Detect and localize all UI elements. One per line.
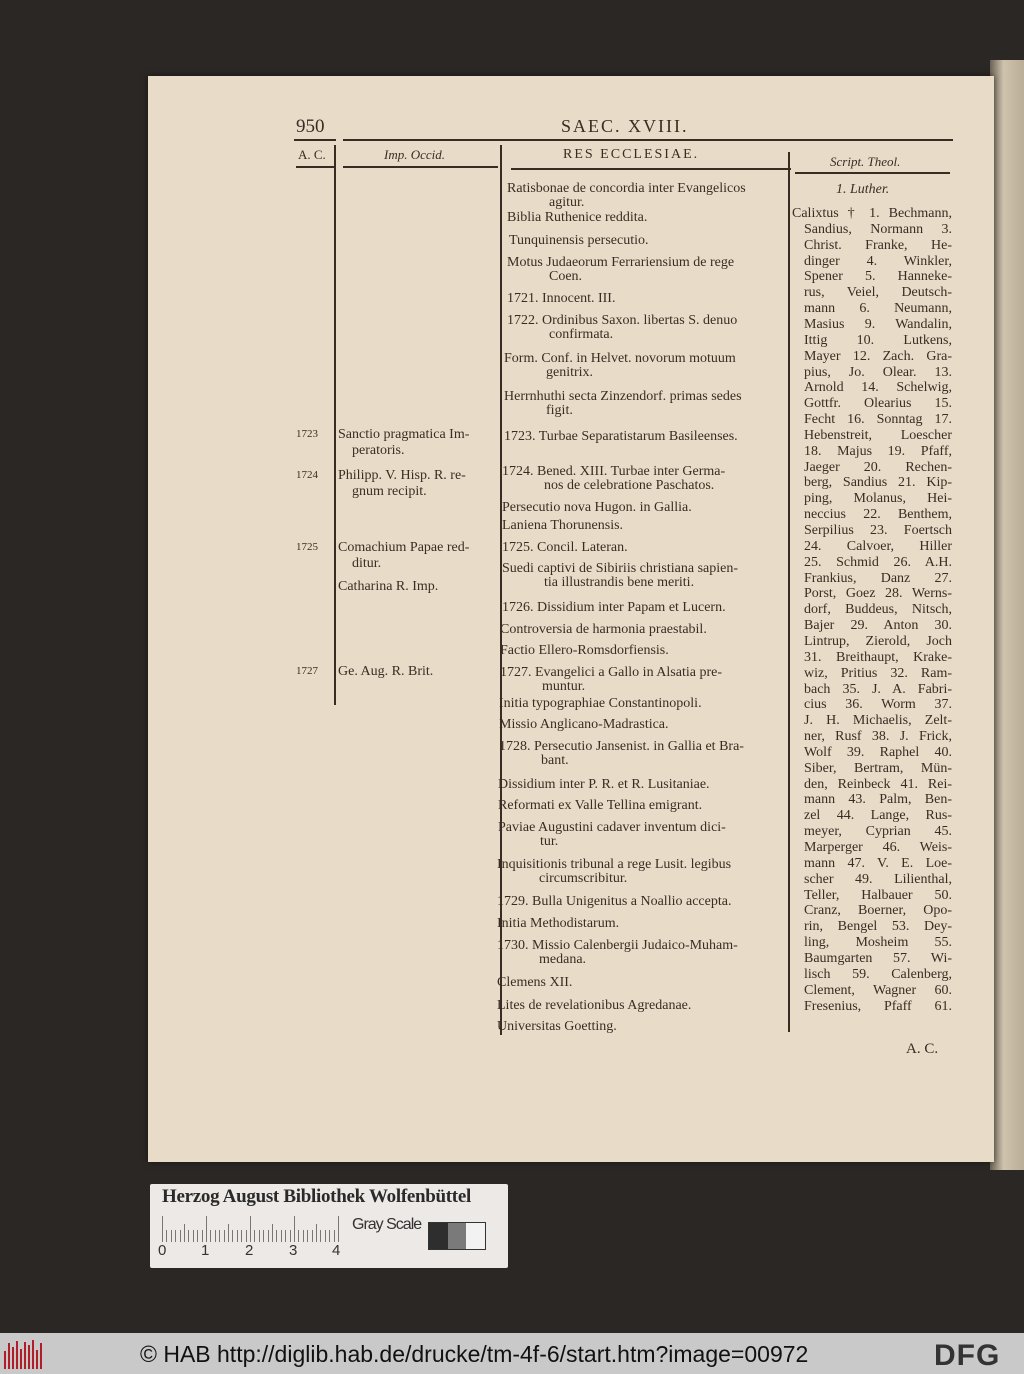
column-header-imp-occid: Imp. Occid. xyxy=(384,147,446,162)
script-line: scher 49. Lilienthal, xyxy=(804,871,952,887)
res-entry-line: 1722. Ordinibus Saxon. libertas S. denuo xyxy=(507,313,738,328)
script-line: zel 44. Lange, Rus- xyxy=(804,808,952,824)
ruler-tick xyxy=(184,1224,185,1242)
res-entry-line: bant. xyxy=(541,753,569,768)
imp-entry-line: gnum recipit. xyxy=(352,484,427,499)
script-line: neccius 22. Benthem, xyxy=(804,507,952,523)
res-entry-line: Reformati ex Valle Tellina emigrant. xyxy=(498,798,703,813)
ruler-tick xyxy=(171,1230,172,1242)
script-line: Masius 9. Wandalin, xyxy=(804,316,952,332)
res-entry-line: Factio Ellero-Romsdorfiensis. xyxy=(500,643,669,658)
ruler-tick xyxy=(316,1224,317,1242)
script-line: Ittig 10. Lutkens, xyxy=(804,332,952,348)
ruler-tick xyxy=(285,1230,286,1242)
ac-year: 1724 xyxy=(296,469,318,481)
book-spine-edge xyxy=(990,60,1024,1170)
script-line: Spener 5. Hanneke- xyxy=(804,269,952,285)
res-entry-line: Coen. xyxy=(549,269,583,284)
imp-entry-line: Catharina R. Imp. xyxy=(338,579,439,594)
res-entry-line: figit. xyxy=(546,403,573,418)
script-line: ner, Rusf 38. J. Frick, xyxy=(804,729,952,745)
res-entry-line: Initia Methodistarum. xyxy=(497,916,620,931)
res-entry-line: Paviae Augustini cadaver inventum dici- xyxy=(498,820,726,835)
res-entry-line: Inquisitionis tribunal a rege Lusit. legibus xyxy=(497,857,732,872)
ruler-tick xyxy=(250,1216,251,1242)
script-line: Christ. Franke, He- xyxy=(804,237,952,253)
ruler-tick xyxy=(263,1230,264,1242)
res-entry-line: 1726. Dissidium inter Papam et Lucern. xyxy=(502,600,726,615)
running-head: SAEC. XVIII. xyxy=(561,116,689,136)
script-line: Jaeger 20. Rechen- xyxy=(804,459,952,475)
script-line: Hebenstreit, Loescher xyxy=(804,427,952,443)
res-entry-line: confirmata. xyxy=(549,327,614,342)
imp-entry-line: ditur. xyxy=(352,556,382,571)
ruler-tick xyxy=(162,1216,163,1242)
ruler-tick xyxy=(259,1230,260,1242)
ruler-tick xyxy=(210,1230,211,1242)
script-line: Gottfr. Olearius 15. xyxy=(804,396,952,412)
script-line: bach 35. J. A. Fabri- xyxy=(804,681,952,697)
res-entry-line: Form. Conf. in Helvet. novorum motuum xyxy=(504,351,736,366)
ruler-tick xyxy=(202,1230,203,1242)
script-line: Sandius, Normann 3. xyxy=(804,221,952,237)
script-line: mann 6. Neumann, xyxy=(804,301,952,317)
catchword: A. C. xyxy=(906,1041,939,1057)
script-line: Calixtus † 1. Bechmann, xyxy=(792,206,952,221)
ruler-number: 2 xyxy=(245,1242,254,1259)
ruler-number: 0 xyxy=(158,1242,167,1259)
gray-scale-swatch xyxy=(428,1222,486,1250)
script-line: Siber, Bertram, Mün- xyxy=(804,760,952,776)
script-line: rus, Veiel, Deutsch- xyxy=(804,285,952,301)
script-line: wiz, Pritius 32. Ram- xyxy=(804,665,952,681)
script-line: Cranz, Boerner, Opo- xyxy=(804,903,952,919)
script-line: Wolf 39. Raphel 40. xyxy=(804,744,952,760)
script-line: cius 36. Worm 37. xyxy=(804,697,952,713)
ruler-tick xyxy=(281,1230,282,1242)
res-entry-line: Missio Anglicano-Madrastica. xyxy=(499,717,669,732)
res-entry-line: Motus Judaeorum Ferrariensium de rege xyxy=(507,255,735,270)
res-entry-line: 1721. Innocent. III. xyxy=(507,291,616,306)
rule xyxy=(343,139,953,141)
column-header-script-theol: Script. Theol. xyxy=(830,154,901,169)
ruler-tick xyxy=(272,1224,273,1242)
ruler-tick xyxy=(307,1230,308,1242)
script-line: Frankius, Danz 27. xyxy=(804,570,952,586)
ruler-tick xyxy=(298,1230,299,1242)
script-line: ping, Molanus, Hei- xyxy=(804,491,952,507)
ruler-tick xyxy=(254,1230,255,1242)
ac-year: 1727 xyxy=(296,665,318,677)
res-entry-line: nos de celebratione Paschatos. xyxy=(544,478,715,493)
res-entry-line: Herrnhuthi secta Zinzendorf. primas sedes xyxy=(504,389,742,404)
script-line: dorf, Buddeus, Nitsch, xyxy=(804,602,952,618)
ruler-scale xyxy=(162,1216,342,1242)
script-line: 31. Breithaupt, Krake- xyxy=(804,649,952,665)
copyright-link[interactable]: © HAB http://diglib.hab.de/drucke/tm-4f-6/start.htm?image=00972 xyxy=(140,1341,809,1367)
res-entry-line: 1727. Evangelici a Gallo in Alsatia pre- xyxy=(500,665,722,680)
res-entry-line: Suedi captivi de Sibiriis christiana sapien- xyxy=(502,561,739,576)
script-heading: 1. Luther. xyxy=(836,182,890,197)
ruler-tick xyxy=(303,1230,304,1242)
page-number: 950 xyxy=(296,116,325,137)
script-line: 18. Majus 19. Pfaff, xyxy=(804,443,952,459)
imp-entry-line: Ge. Aug. R. Brit. xyxy=(338,664,434,679)
res-entry-line: 1724. Bened. XIII. Turbae inter Germa- xyxy=(502,464,726,479)
res-entry-line: 1728. Persecutio Jansenist. in Gallia et Bra- xyxy=(499,739,744,754)
res-entry-line: Laniena Thorunensis. xyxy=(502,518,624,533)
ruler-tick xyxy=(325,1230,326,1242)
script-line: Bajer 29. Anton 30. xyxy=(804,618,952,634)
ruler-tick xyxy=(246,1230,247,1242)
script-line: Arnold 14. Schelwig, xyxy=(804,380,952,396)
script-line: pius, Jo. Olear. 13. xyxy=(804,364,952,380)
script-line: Fresenius, Pfaff 61. xyxy=(804,998,952,1014)
column-header-res-ecclesiae: RES ECCLESIAE. xyxy=(563,147,700,162)
hab-logo-icon xyxy=(4,1339,48,1369)
column-rule xyxy=(334,145,336,705)
res-entry-line: muntur. xyxy=(542,679,586,694)
ruler-tick xyxy=(180,1230,181,1242)
res-entry-line: Universitas Goetting. xyxy=(497,1019,617,1034)
rule xyxy=(511,168,791,170)
res-entry-line: Biblia Ruthenice reddita. xyxy=(507,210,648,225)
column-header-ac: A. C. xyxy=(298,147,326,162)
res-entry-line: Ratisbonae de concordia inter Evangelicos xyxy=(507,181,746,196)
script-line: Mayer 12. Zach. Gra- xyxy=(804,348,952,364)
rule xyxy=(795,172,950,174)
res-entry-line: medana. xyxy=(539,952,587,967)
script-line: ling, Mosheim 55. xyxy=(804,935,952,951)
script-line: rin, Bengel 53. Dey- xyxy=(804,919,952,935)
ruler-tick xyxy=(166,1230,167,1242)
res-entry-line: 1729. Bulla Unigenitus a Noallio accepta. xyxy=(497,894,732,909)
ruler-tick xyxy=(228,1224,229,1242)
ruler-tick xyxy=(215,1230,216,1242)
res-entry-line: 1725. Concil. Lateran. xyxy=(502,540,628,555)
res-entry-line: Tunquinensis persecutio. xyxy=(509,233,649,248)
res-entry-line: Persecutio nova Hugon. in Gallia. xyxy=(502,500,692,515)
res-entry-line: circumscribitur. xyxy=(539,871,628,886)
ac-year: 1723 xyxy=(296,428,318,440)
script-line: Clement, Wagner 60. xyxy=(804,982,952,998)
ruler-tick xyxy=(312,1230,313,1242)
ruler-number: 3 xyxy=(289,1242,298,1259)
ruler-tick xyxy=(329,1230,330,1242)
ruler-tick xyxy=(320,1230,321,1242)
script-line: Baumgarten 57. Wi- xyxy=(804,950,952,966)
res-entry-line: Lites de revelationibus Agredanae. xyxy=(497,998,692,1013)
res-entry-line: Initia typographiae Constantinopoli. xyxy=(499,696,702,711)
ruler-number: 4 xyxy=(332,1242,341,1259)
script-line: dinger 4. Winkler, xyxy=(804,253,952,269)
imp-entry-line: Comachium Papae red- xyxy=(338,540,470,555)
gray-scale-label: Gray Scale xyxy=(352,1216,422,1233)
ruler-tick xyxy=(219,1230,220,1242)
res-entry-line: Controversia de harmonia praestabil. xyxy=(500,622,707,637)
color-calibration-card xyxy=(150,1184,508,1268)
footer-bar xyxy=(0,1333,1024,1374)
script-line: meyer, Cyprian 45. xyxy=(804,824,952,840)
imp-entry-line: Sanctio pragmatica Im- xyxy=(338,427,470,442)
res-entry-line: Clemens XII. xyxy=(497,975,573,990)
ruler-tick xyxy=(188,1230,189,1242)
script-line: 25. Schmid 26. A.H. xyxy=(804,554,952,570)
ruler-tick xyxy=(237,1230,238,1242)
ac-year: 1725 xyxy=(296,541,318,553)
script-line: den, Reinbeck 41. Rei- xyxy=(804,776,952,792)
ruler-tick xyxy=(175,1230,176,1242)
script-line: Serpilius 23. Foertsch xyxy=(804,523,952,538)
imp-entry-line: Philipp. V. Hisp. R. re- xyxy=(338,468,466,483)
ruler-tick xyxy=(193,1230,194,1242)
res-entry-line: agitur. xyxy=(549,195,585,210)
ruler-tick xyxy=(294,1216,295,1242)
res-entry-line: tia illustrandis bene meriti. xyxy=(544,575,695,590)
ruler-tick xyxy=(197,1230,198,1242)
ruler-tick xyxy=(241,1230,242,1242)
script-line: 24. Calvoer, Hiller xyxy=(804,538,952,554)
dfg-logo: DFG xyxy=(934,1339,1001,1372)
res-entry-line: 1730. Missio Calenbergii Judaico-Muham- xyxy=(497,938,738,953)
ruler-tick xyxy=(338,1216,339,1242)
card-title: Herzog August Bibliothek Wolfenbüttel xyxy=(162,1186,471,1207)
rule xyxy=(294,139,336,141)
res-entry-line: Dissidium inter P. R. et R. Lusitaniae. xyxy=(498,777,710,792)
rule xyxy=(343,166,498,168)
script-line: berg, Sandius 21. Kip- xyxy=(804,475,952,491)
script-line: Lintrup, Zierold, Joch xyxy=(804,633,952,649)
ruler-tick xyxy=(334,1230,335,1242)
res-entry-line: tur. xyxy=(540,834,559,849)
script-line: lisch 59. Calenberg, xyxy=(804,966,952,982)
script-line: J. H. Michaelis, Zelt- xyxy=(804,713,952,729)
script-line: mann 47. V. E. Loe- xyxy=(804,855,952,871)
script-line: Marperger 46. Weis- xyxy=(804,840,952,855)
column-rule xyxy=(788,152,790,1032)
ruler-tick xyxy=(232,1230,233,1242)
ruler-tick xyxy=(224,1230,225,1242)
ruler-tick xyxy=(206,1216,207,1242)
ruler-tick xyxy=(268,1230,269,1242)
script-line: Teller, Halbauer 50. xyxy=(804,887,952,903)
imp-entry-line: peratoris. xyxy=(352,443,405,458)
ruler-number: 1 xyxy=(201,1242,210,1259)
rule xyxy=(296,166,334,168)
script-line: Fecht 16. Sonntag 17. xyxy=(804,412,952,428)
script-line: Porst, Goez 28. Werns- xyxy=(804,586,952,602)
res-entry-line: 1723. Turbae Separatistarum Basileenses. xyxy=(504,429,738,444)
res-entry-line: genitrix. xyxy=(546,365,594,380)
ruler-tick xyxy=(290,1230,291,1242)
ruler-tick xyxy=(276,1230,277,1242)
script-line: mann 43. Palm, Ben- xyxy=(804,792,952,808)
